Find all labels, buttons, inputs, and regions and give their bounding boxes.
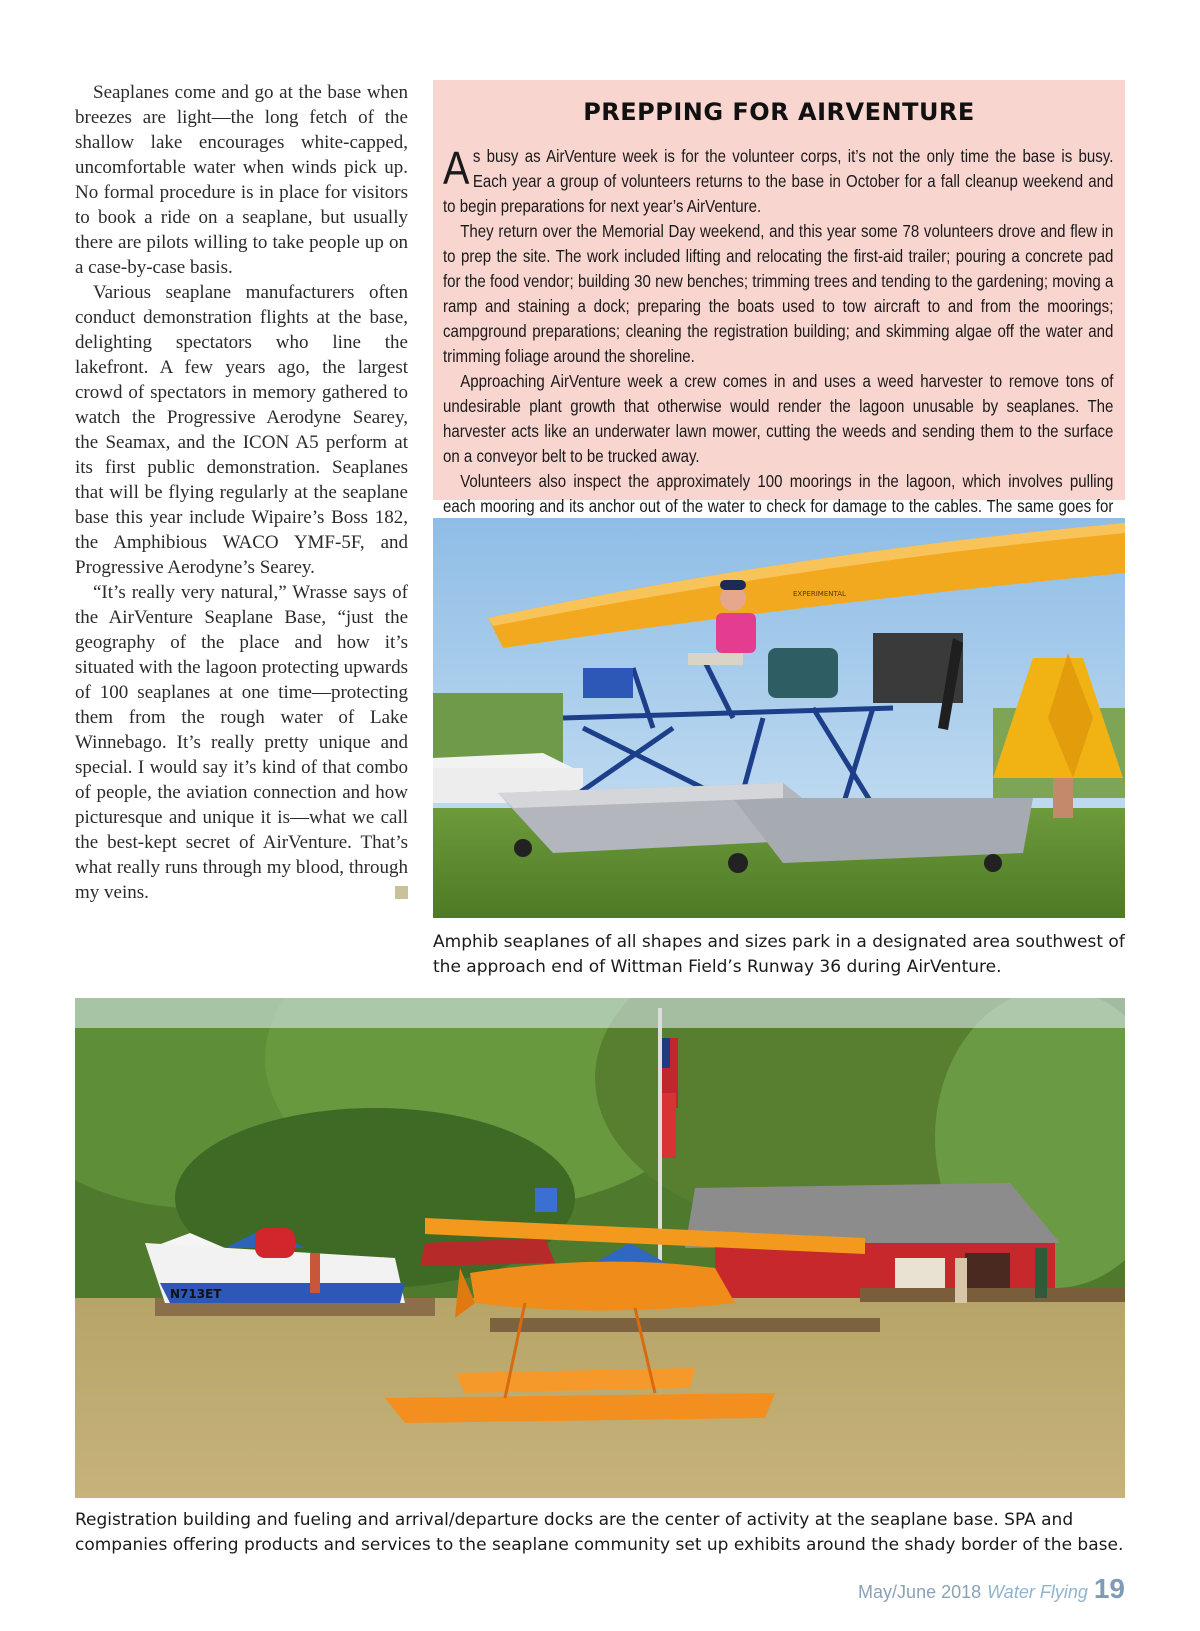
sidebar-paragraph-text: s busy as AirVenture week is for the volunteer corps, it’s not the only time the base is busy. Each year a group of volunteers returns to the base in October for a fall cleanup weekend and to begin preparations for next year’s AirVenture. (443, 146, 1114, 216)
article-paragraph: Seaplanes come and go at the base when breezes are light—the long fetch of the shallow lake encourages white-capped, uncomfortable water when winds pick up. No formal procedure is in place for visitors to book a ride on a seaplane, but usually there are pilots willing to take people up on a case-by-case basis. (75, 82, 408, 278)
photo1-caption: Amphib seaplanes of all shapes and sizes park in a designated area southwest of the approach end of Wittman Field’s Runway 36 during AirVenture. (433, 932, 1125, 977)
sidebar-paragraph (443, 144, 1113, 219)
sidebar-box (433, 80, 1125, 516)
drop-cap: A (443, 142, 470, 194)
magazine-name: Water Flying (987, 1582, 1088, 1602)
issue-date: May/June 2018 (858, 1582, 982, 1602)
sidebar-paragraph: Approaching AirVenture week a crew comes in and uses a weed harvester to remove tons of undesirable plant growth that otherwise would render the lagoon unusable by seaplanes. The harvester acts like an underwater lawn mower, cutting the weeds and sending them to the surface on a conveyor belt to be trucked away. (443, 371, 1114, 466)
page-footer (858, 1573, 1125, 1605)
photo-amphib-seaplane (433, 518, 1125, 918)
sidebar-title: PREPPING FOR AIRVENTURE (583, 98, 975, 126)
left-article-column (75, 80, 408, 905)
photo2-caption: Registration building and fueling and arrival/departure docks are the center of activity at the seaplane base. SPA and companies offering products and services to the seaplane community set up exhibits around the shady border of the base. (75, 1510, 1124, 1555)
aircraft-registration-text: N713ET (170, 1287, 222, 1301)
article-paragraph-text: “It’s really very natural,” Wrasse says of the AirVenture Seaplane Base, “just the geography of the place and how it’s situated with the lagoon protecting upwards of 100 seaplanes at one time—protecting them from the rough water of Lake Winnebago. It’s really pretty unique and special. I would say it’s kind of that combo of people, the aviation connection and how picturesque and unique it is—what we call the best-kept secret of AirVenture. That’s what really runs through my blood, through my veins. (75, 582, 408, 903)
article-paragraph: Various seaplane manufacturers often conduct demonstration flights at the base, delighting spectators who line the lakefront. A few years ago, the largest crowd of spectators in memory gathered to watch the Progressive Aerodyne Searey, the Seamax, and the ICON A5 perform at its first public demonstration. Seaplanes that will be flying regularly at the seaplane base this year include Wipaire’s Boss 182, the Amphibious WACO YMF-5F, and Progressive Aerodyne’s Searey. (75, 282, 408, 578)
article-paragraph (75, 580, 408, 905)
page-number: 19 (1093, 1573, 1125, 1604)
sidebar-paragraph: They return over the Memorial Day weekend, and this year some 78 volunteers drove and flew in to prep the site. The work included lifting and relocating the first-aid trailer; pouring a concrete pad for the food vendor; building 30 new benches; trimming trees and tending to the gardening; moving a ramp and staining a dock; preparing the boats used to tow aircraft to and from the moorings; campground preparations; cleaning the registration building; and skimming algae off the water and trimming foliage around the shoreline. (443, 221, 1114, 366)
end-of-article-mark (395, 886, 408, 899)
photo-registration-building (75, 998, 1125, 1498)
seaplane-illustration (433, 518, 1125, 918)
sidebar-paragraph: Volunteers also inspect the approximately 100 moorings in the lagoon, which involves pulling each mooring and its anchor out of the water to check for damage to the cables. The same goes for (443, 471, 1114, 516)
sidebar-body (443, 144, 1113, 544)
wing-marking-text: EXPERIMENTAL (793, 590, 846, 598)
seaplane-base-illustration (75, 998, 1125, 1498)
